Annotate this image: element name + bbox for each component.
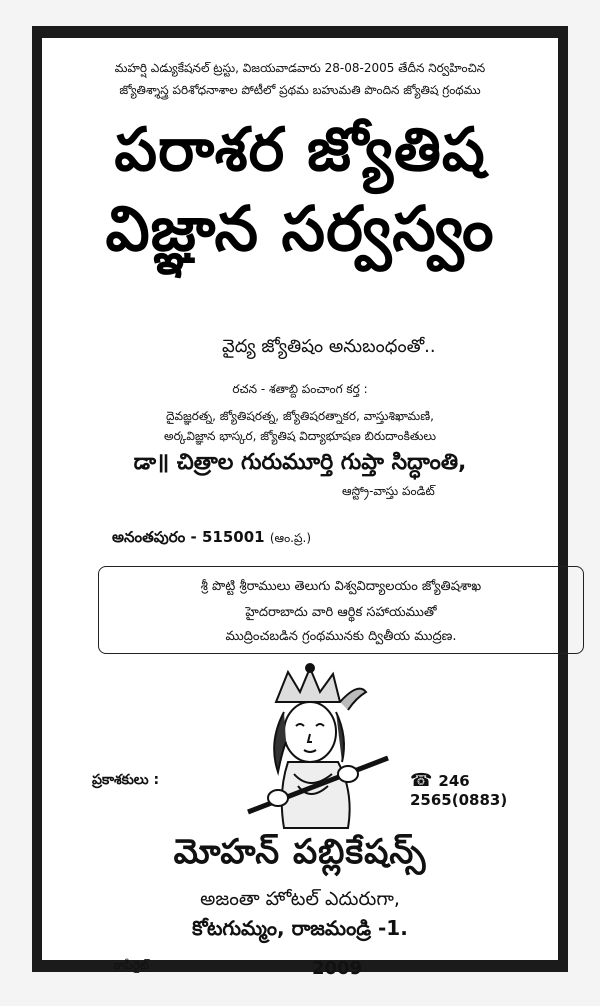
honorifics-line-1: దైవజ్ఞరత్న, జ్యోతిషరత్న, జ్యోతిషరత్నాకర, వాస్తుశిఖామణి,	[166, 409, 434, 423]
author-name: డా॥ చిత్రాల గురుమూర్తి గుప్తా సిద్ధాంతి,	[133, 450, 467, 475]
publisher-name: మోహన్ పబ్లికేషన్స్	[173, 832, 427, 872]
copyright-label: కాపీరైట్	[114, 958, 149, 972]
subtitle: వైద్య జ్యోతిషం అనుబంధంతో..	[222, 336, 436, 357]
publishers-label: ప్రకాశకులు :	[92, 772, 160, 788]
book-title-line-2: విజ్ఞాన సర్వస్వం	[105, 192, 495, 265]
author-place: అనంతపురం - 515001 (ఆం.ప్ర.)	[112, 528, 311, 546]
publisher-phone: ☎ 246 2565(0883)	[410, 770, 508, 809]
award-line-1: మహర్షి ఎడ్యుకేషనల్ ట్రస్టు, విజయవాడవారు 28-08-2005 తేదీన నిర్వహించిన	[114, 61, 486, 75]
cover-page	[42, 38, 558, 979]
sponsorship-line-2: హైదరాబాదు వారి ఆర్థిక సహాయముతో	[245, 605, 437, 620]
sponsorship-line-3: ముద్రించబడిన గ్రంథమునకు ద్వితీయ ముద్రణ.	[225, 629, 457, 644]
award-line-2: జ్యోతిశ్శాస్త్ర పరిశోధనాశాల పోటీలో ప్రథమ బహుమతి పొందిన జ్యోతిష గ్రంథము	[119, 83, 481, 97]
author-intro: రచన - శతాబ్ది పంచాంగ కర్త :	[232, 382, 368, 396]
krishna-illustration	[238, 662, 398, 830]
publisher-address-line-1: అజంతా హోటల్ ఎదురుగా,	[200, 888, 400, 910]
publisher-address-line-2: కోటగుమ్మం, రాజమండ్రి -1.	[192, 916, 408, 940]
sponsorship-box	[98, 566, 584, 654]
book-title-line-1: పరాశర జ్యోతిష	[114, 115, 486, 185]
publication-year: 2009	[312, 958, 363, 979]
sponsorship-line-1: శ్రీ పొట్టి శ్రీరాములు తెలుగు విశ్వవిద్యాలయం జ్యోతిషశాఖ	[200, 579, 482, 594]
honorifics-line-2: అర్కవిజ్ఞాన భాస్కర, జ్యోతిష విద్యాభూషణ బిరుదాంకితులు	[163, 429, 437, 443]
author-role: ఆస్ట్రో-వాస్తు పండిట్	[342, 484, 435, 498]
telephone-icon: ☎	[410, 770, 433, 791]
